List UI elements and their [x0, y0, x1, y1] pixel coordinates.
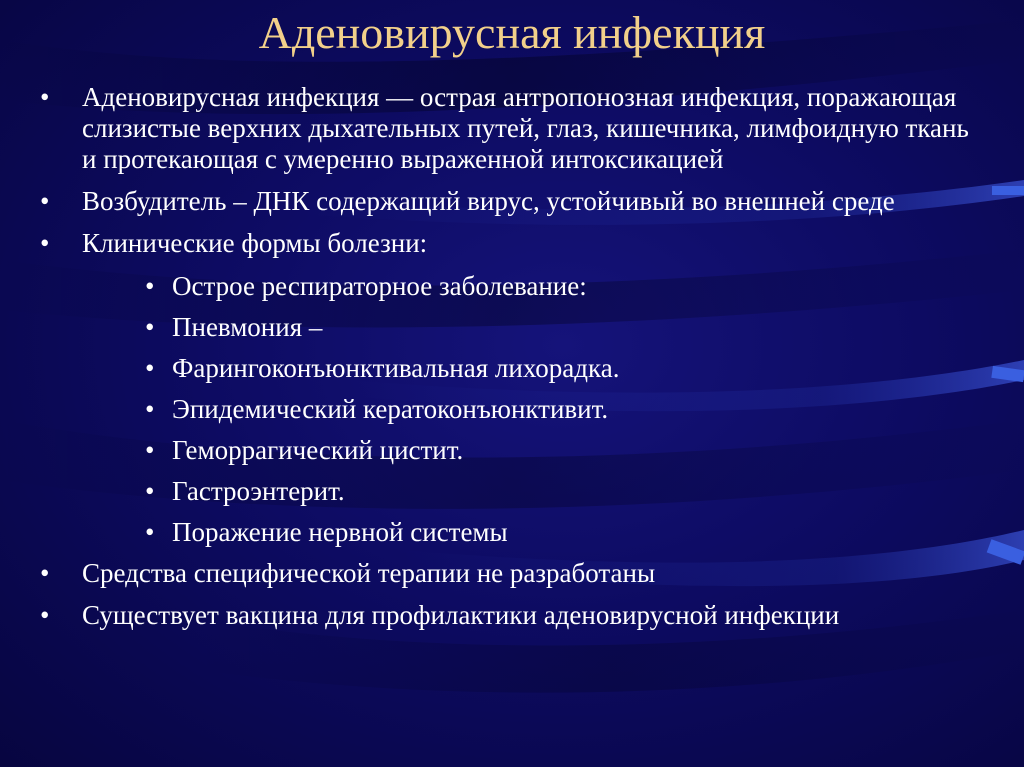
list-item-text: Аденовирусная инфекция — острая антропонозная инфекция, поражающая слизистые верхних дыхательных путей, глаз, кишечника, лимфоидную ткань и протекающая с умеренно выраженной интоксикацией	[82, 82, 969, 174]
list-item	[0, 82, 972, 175]
sub-list-item	[0, 476, 972, 507]
list-item	[0, 186, 972, 217]
bullet-icon: •	[145, 394, 155, 424]
list-item	[0, 558, 972, 589]
bullet-icon: •	[145, 353, 155, 383]
bullet-icon: •	[145, 517, 155, 547]
sub-list-item-text: Геморрагический цистит.	[172, 435, 464, 465]
sub-list-item-text: Эпидемический кератоконъюнктивит.	[172, 394, 609, 424]
bullet-icon: •	[145, 312, 155, 342]
sub-list-item	[0, 517, 972, 548]
sub-list-item-text: Острое респираторное заболевание:	[172, 271, 587, 301]
bullet-icon: •	[145, 271, 155, 301]
list-item-text: Существует вакцина для профилактики аденовирусной инфекции	[82, 600, 840, 630]
sub-list-item	[0, 271, 972, 302]
slide-content	[0, 82, 1024, 642]
sub-list-item	[0, 394, 972, 425]
sub-list	[82, 271, 972, 548]
bullet-icon: •	[40, 600, 50, 630]
sub-list-item	[0, 312, 972, 343]
sub-list-item-text: Пневмония –	[172, 312, 323, 342]
bullet-icon: •	[40, 558, 50, 588]
list-item-text: Средства специфической терапии не разработаны	[82, 558, 656, 588]
bullet-list	[0, 82, 1024, 631]
sub-list-item-text: Фарингоконъюнктивальная лихорадка.	[172, 353, 620, 383]
page-title: Аденовирусная инфекция	[258, 7, 766, 58]
list-item	[0, 228, 972, 548]
bullet-icon: •	[40, 186, 50, 216]
bullet-icon: •	[40, 82, 50, 112]
bullet-icon: •	[145, 435, 155, 465]
bullet-icon: •	[40, 228, 50, 258]
sub-list-item-text: Гастроэнтерит.	[172, 476, 345, 506]
sub-list-item-text: Поражение нервной системы	[172, 517, 508, 547]
list-item-text: Клинические формы болезни:	[82, 228, 428, 258]
list-item-text: Возбудитель – ДНК содержащий вирус, устойчивый во внешней среде	[82, 186, 895, 216]
sub-list-item	[0, 435, 972, 466]
bullet-icon: •	[145, 476, 155, 506]
list-item	[0, 600, 972, 631]
sub-list-item	[0, 353, 972, 384]
